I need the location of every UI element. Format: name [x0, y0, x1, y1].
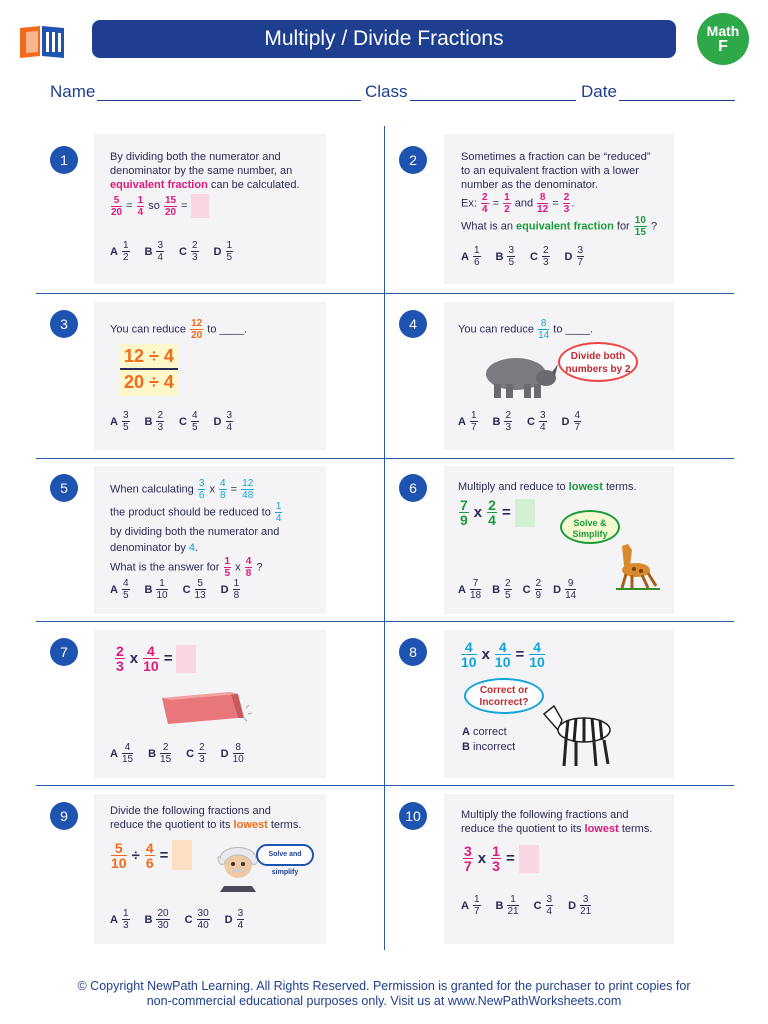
q6-choice-b[interactable]: B $\frac{2}{5}$	[492, 578, 511, 601]
q10-choice-c[interactable]: C $\frac{3}{4}$	[533, 894, 553, 917]
q3-choice-a[interactable]: A $\frac{3}{5}$	[110, 410, 129, 433]
q2-text-line3: number as the denominator.	[461, 179, 598, 191]
q9-choice-d[interactable]: D $\frac{3}{4}$	[224, 908, 244, 931]
q7-answer-box[interactable]	[176, 645, 196, 673]
giraffe-illustration	[614, 540, 662, 590]
copyright-footer	[30, 979, 738, 1009]
class-line[interactable]	[410, 100, 576, 101]
q6-equation: $\frac{7}{9}$ x $\frac{2}{4}$ =	[458, 498, 535, 527]
q2-choices	[461, 245, 599, 268]
q3-hint-top: 12 ÷ 4	[120, 344, 178, 370]
q9-choice-a[interactable]: A $\frac{1}{3}$	[110, 908, 129, 931]
q3-hint-bottom: 20 ÷ 4	[124, 372, 174, 392]
q2-choice-b[interactable]: B $\frac{3}{5}$	[495, 245, 515, 268]
q2-text	[461, 150, 691, 238]
q5-number: 5	[50, 474, 78, 502]
q1-choice-c[interactable]: C $\frac{2}{3}$	[179, 240, 198, 263]
q10-choice-a[interactable]: A $\frac{1}{7}$	[461, 894, 480, 917]
q10-equation: $\frac{3}{7}$ x $\frac{1}{3}$ =	[462, 844, 539, 873]
newpath-logo	[18, 22, 66, 60]
q6-hint-bubble: Solve & Simplify	[560, 510, 620, 544]
q3-choice-c[interactable]: C $\frac{4}{5}$	[179, 410, 198, 433]
class-label: Class	[365, 82, 408, 101]
q1-text-line1: By dividing both the numerator and	[110, 151, 281, 163]
q9-text-line2: reduce the quotient to its lowest terms.	[110, 819, 302, 831]
q8-hint-bubble: Correct or Incorrect?	[464, 678, 544, 714]
grid-divider-row4	[36, 785, 734, 786]
q5-line5: What is the answer for $\frac{1}{5}$ x $\frac{4}{8}$ ?	[110, 556, 263, 579]
q7-number: 7	[50, 638, 78, 666]
q1-answer-box[interactable]	[191, 194, 209, 218]
q2-choice-a[interactable]: A $\frac{1}{6}$	[461, 245, 480, 268]
date-line[interactable]	[619, 100, 735, 101]
q9-choice-c[interactable]: C $\frac{30}{40}$	[184, 908, 209, 931]
q1-text-line3: equivalent fraction can be calculated.	[110, 179, 300, 191]
q5-choice-b[interactable]: B $\frac{1}{10}$	[144, 578, 168, 601]
q10-answer-box[interactable]	[519, 845, 539, 873]
q8-options	[462, 725, 515, 755]
q4-choices	[458, 410, 596, 433]
q2-example: Ex: $\frac{2}{4}$ = $\frac{1}{2}$ and $\frac{8}{12}$ = $\frac{2}{3}$ .	[461, 192, 575, 215]
grid-divider-row3	[36, 621, 734, 622]
q6-text: Multiply and reduce to lowest terms.	[458, 481, 637, 493]
q8-option-a[interactable]: A correct	[462, 726, 507, 738]
q9-choice-b[interactable]: B $\frac{20}{30}$	[144, 908, 169, 931]
worksheet-title: Multiply / Divide Fractions	[92, 20, 676, 58]
q10-text-line2: reduce the quotient to its lowest terms.	[461, 823, 653, 835]
q5-choice-a[interactable]: A $\frac{4}{5}$	[110, 578, 129, 601]
q5-choice-d[interactable]: D $\frac{1}{8}$	[220, 578, 240, 601]
q6-choice-a[interactable]: A $\frac{7}{18}$	[458, 578, 482, 601]
q2-choice-c[interactable]: C $\frac{2}{3}$	[530, 245, 549, 268]
q3-choice-b[interactable]: B $\frac{2}{3}$	[144, 410, 164, 433]
q5-choices	[110, 578, 255, 601]
q2-text-line1: Sometimes a fraction can be “reduced”	[461, 151, 651, 163]
q10-choice-d[interactable]: D $\frac{3}{21}$	[568, 894, 592, 917]
q10-text-line1: Multiply the following fractions and	[461, 809, 629, 821]
q9-text	[110, 804, 301, 832]
q5-text	[110, 478, 340, 579]
name-line[interactable]	[97, 100, 361, 101]
q9-answer-box[interactable]	[172, 840, 192, 870]
footer-line1: © Copyright NewPath Learning. All Rights Reserved. Permission is granted for the purchaser to print copies for	[77, 979, 691, 993]
q1-text-line2: denominator by the same number, an	[110, 165, 293, 177]
q2-choice-d[interactable]: D $\frac{3}{7}$	[564, 245, 584, 268]
q6-number: 6	[399, 474, 427, 502]
q3-hint-box	[120, 344, 178, 396]
q1-example: $\frac{5}{20}$ = $\frac{1}{4}$ so $\frac{15}{20}$ =	[110, 194, 330, 218]
q7-choice-b[interactable]: B $\frac{2}{15}$	[148, 742, 172, 765]
grid-divider-row1	[36, 293, 734, 294]
q7-choice-a[interactable]: A $\frac{4}{15}$	[110, 742, 134, 765]
zebra-illustration	[540, 700, 618, 770]
q5-line1: When calculating $\frac{3}{6}$ x $\frac{4}{8}$ = $\frac{12}{48}$	[110, 478, 254, 501]
grid-divider-row2	[36, 458, 734, 459]
q7-choice-d[interactable]: D $\frac{8}{10}$	[220, 742, 244, 765]
badge-level: F	[718, 38, 728, 55]
q2-text-line2: to an equivalent fraction with a lower	[461, 165, 639, 177]
grid-divider-vertical	[384, 126, 385, 950]
footer-line2: non-commercial educational purposes only. Visit us at www.NewPathWorksheets.com	[146, 994, 622, 1008]
q1-choice-a[interactable]: A $\frac{1}{2}$	[110, 240, 129, 263]
q10-text	[461, 808, 652, 836]
q8-number: 8	[399, 638, 427, 666]
q1-choices	[110, 240, 248, 263]
q6-choice-d[interactable]: D $\frac{9}{14}$	[553, 578, 577, 601]
name-label: Name	[50, 82, 96, 101]
q8-equation: $\frac{4}{10}$ x $\frac{4}{10}$ = $\frac{4}{10}$	[461, 639, 545, 670]
q5-line4: denominator by 4.	[110, 542, 199, 554]
q3-choices	[110, 410, 248, 433]
q2-question: What is an equivalent fraction for $\frac{10}{15}$ ?	[461, 215, 658, 238]
q7-choice-c[interactable]: C $\frac{2}{3}$	[186, 742, 205, 765]
einstein-illustration	[216, 842, 260, 892]
q9-choices	[110, 908, 259, 931]
q5-line3: by dividing both the numerator and	[110, 526, 280, 538]
q6-answer-box[interactable]	[515, 499, 535, 527]
q10-choice-b[interactable]: B $\frac{1}{21}$	[495, 894, 519, 917]
q8-option-b[interactable]: B incorrect	[462, 741, 516, 753]
q6-choices	[458, 578, 591, 601]
q4-choice-a[interactable]: A $\frac{1}{7}$	[458, 410, 477, 433]
q3-text: You can reduce $\frac{12}{20}$ to ____.	[110, 318, 248, 341]
q10-number: 10	[399, 802, 427, 830]
q4-number: 4	[399, 310, 427, 338]
q7-choices	[110, 742, 259, 765]
q3-number: 3	[50, 310, 78, 338]
rhino-illustration	[482, 350, 558, 400]
q10-choices	[461, 894, 606, 917]
q1-choice-d[interactable]: D $\frac{1}{5}$	[213, 240, 233, 263]
q7-equation: $\frac{2}{3}$ x $\frac{4}{10}$ =	[114, 644, 196, 673]
math-level-badge	[697, 13, 749, 65]
q1-choice-b[interactable]: B $\frac{3}{4}$	[144, 240, 164, 263]
q4-choice-d[interactable]: D $\frac{4}{7}$	[561, 410, 581, 433]
date-label: Date	[581, 82, 617, 101]
q5-line2: the product should be reduced to $\frac{1}{4}$	[110, 501, 282, 524]
eraser-illustration	[158, 688, 254, 728]
q5-choice-c[interactable]: C $\frac{5}{13}$	[182, 578, 206, 601]
q9-text-line1: Divide the following fractions and	[110, 805, 271, 817]
q9-number: 9	[50, 802, 78, 830]
student-info-row	[50, 82, 740, 104]
q1-text	[110, 150, 330, 218]
q3-choice-d[interactable]: D $\frac{3}{4}$	[213, 410, 233, 433]
q4-hint-bubble: Divide both numbers by 2	[558, 342, 638, 382]
q6-choice-c[interactable]: C $\frac{2}{9}$	[522, 578, 542, 601]
q1-number: 1	[50, 146, 78, 174]
q9-equation: $\frac{5}{10}$ ÷ $\frac{4}{6}$ =	[110, 840, 192, 870]
badge-subject: Math	[706, 23, 740, 39]
q4-choice-b[interactable]: B $\frac{2}{3}$	[492, 410, 512, 433]
q2-number: 2	[399, 146, 427, 174]
q4-choice-c[interactable]: C $\frac{3}{4}$	[527, 410, 546, 433]
q9-hint-bubble: Solve and simplify	[256, 844, 314, 866]
q4-text: You can reduce $\frac{8}{14}$ to ____.	[458, 318, 594, 341]
